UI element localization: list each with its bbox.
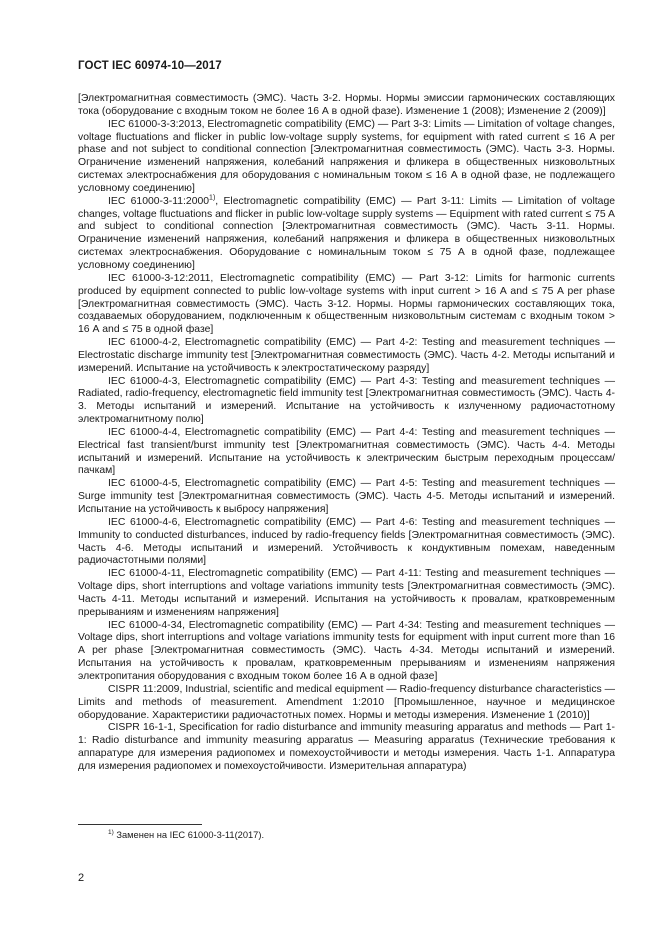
paragraph-12: CISPR 16-1-1, Specification for radio disturbance and immunity measuring apparatus and methods — Part 1-1: Radio disturbance and immunity measuring apparatus — Measuring apparatus (Технические требования к аппаратуре для измерения радиопомех и помехоустойчивости и методы измерения. Часть 1-1. Аппаратура для измерения радиопомех и помехоустойчивости. Измерительная аппаратура) bbox=[78, 722, 615, 772]
paragraph-3: IEC 61000-3-12:2011, Electromagnetic compatibility (EMC) — Part 3-12: Limits for harmonic currents produced by equipment connected to public low-voltage systems with input current > 16 A and ≤ 75 A per phase [Электромагнитная совместимость (ЭМС). Часть 3-12. Нормы. Нормы гармонических составляющих тока, создаваемых оборудованием, подключенным к общественным низковольтным системам с входным током > 16 А and ≤ 75 в одной фазе] bbox=[78, 272, 615, 336]
page-number: 2 bbox=[78, 872, 85, 884]
paragraph-5: IEC 61000-4-3, Electromagnetic compatibility (EMC) — Part 4-3: Testing and measurement techniques — Radiated, radio-frequency, electromagnetic field immunity test [Электромагнитная совместимость (ЭМС). Часть 4-3. Методы испытаний и измерений. Испытание на устойчивость к излученному радиочастотному электромагнитному полю] bbox=[78, 375, 615, 426]
paragraph-6: IEC 61000-4-4, Electromagnetic compatibility (EMC) — Part 4-4: Testing and measurement techniques — Electrical fast transient/burst immunity test [Электромагнитная совместимость (ЭМС). Часть 4-4. Методы испытаний и измерений. Испытание на устойчивость к электрическим быстрым переходным процессам/пачкам] bbox=[78, 426, 615, 477]
paragraph-7: IEC 61000-4-5, Electromagnetic compatibility (EMC) — Part 4-5: Testing and measurement techniques — Surge immunity test [Электромагнитная совместимость (ЭМС). Часть 4-5. Методы испытаний и измерений. Испытание на устойчивость к выбросу напряжения] bbox=[78, 478, 615, 515]
footnote-ref: 1) bbox=[209, 194, 216, 202]
paragraph-11: CISPR 11:2009, Industrial, scientific and medical equipment — Radio-frequency disturbance characteristics — Limits and methods of measurement. Amendment 1:2010 [Промышленное, научное и медицинское оборудование. Характеристики радиочастотных помех. Нормы и методы измерения. Изменение 1 (2010)] bbox=[78, 683, 615, 721]
footnote bbox=[108, 829, 264, 841]
paragraph-0: [Электромагнитная совместимость (ЭМС). Часть 3-2. Нормы. Нормы эмиссии гармонических составляющих тока (оборудование с входным током не более 16 А в одной фазе). Изменение 1 (2008); Изменение 2 (2009)] bbox=[78, 93, 615, 117]
paragraph-8: IEC 61000-4-6, Electromagnetic compatibility (EMC) — Part 4-6: Testing and measurement techniques — Immunity to conducted disturbances, induced by radio-frequency fields [Электромагнитная совместимость (ЭМС). Часть 4-6. Методы испытаний и измерений. Устойчивость к кондуктивным помехам, наведенным радиочастотными полями] bbox=[78, 516, 615, 567]
paragraph-4: IEC 61000-4-2, Electromagnetic compatibility (EMC) — Part 4-2: Testing and measurement techniques — Electrostatic discharge immunity test [Электромагнитная совместимость (ЭМС). Часть 4-2. Методы испытаний и измерений. Испытание на устойчивость к электростатическому разряду] bbox=[78, 337, 615, 374]
document-header: ГОСТ IEC 60974-10—2017 bbox=[78, 60, 222, 72]
paragraph-2-end: , Electromagnetic compatibility (EMC) — Part 3-11: Limits — Limitation of voltage changes, voltage fluctuations and flicker in public low-voltage supply systems — Equipment with rated current ≤ 75 A and subject to conditional connection [Электромагнитная совместимость (ЭМС). Часть 3-11. Нормы. Ограничение изменений напряжения, колебаний напряжения и фликера в общественных низковольтных системах электроснабжения. Оборудование с номинальным током ≤ 75 А в одной фазе, подлежащее условному соединению] bbox=[78, 195, 615, 271]
paragraph-10: IEC 61000-4-34, Electromagnetic compatibility (EMC) — Part 4-34: Testing and measurement techniques — Voltage dips, short interruptions and voltage variations immunity tests for equipment with input current more than 16 A per phase [Электромагнитная совместимость (ЭМС). Часть 4-34. Методы испытаний и измерений. Испытания на устойчивость к провалам, кратковременным прерываниям и изменениям напряжения электропитания оборудования с входным током более 16 А в одной фазе] bbox=[78, 619, 615, 682]
footnote-mark: 1) bbox=[108, 828, 114, 836]
footnote-text: Заменен на IEC 61000-3-11(2017). bbox=[113, 830, 265, 840]
document-body bbox=[78, 93, 615, 774]
paragraph-1: IEC 61000-3-3:2013, Electromagnetic compatibility (EMC) — Part 3-3: Limits — Limitation of voltage changes, voltage fluctuations and flicker in public low-voltage supply systems, for equipment with rated current ≤ 16 A per phase and not subject to conditional connection [Электромагнитная совместимость (ЭМС). Часть 3-3. Нормы. Ограничение изменений напряжения, колебаний напряжения и фликера в общественных низковольтных системах электроснабжения для оборудования с номинальным током ≤ 16 А в одной фазе, не подлежащего условному соединению] bbox=[78, 118, 615, 194]
paragraph-9: IEC 61000-4-11, Electromagnetic compatibility (EMC) — Part 4-11: Testing and measurement techniques — Voltage dips, short interruptions and voltage variations immunity tests [Электромагнитная совместимость (ЭМС). Часть 4-11. Методы испытаний и измерений. Испытания на устойчивость к провалам, кратковременным прерываниям и изменениям напряжения] bbox=[78, 568, 615, 618]
paragraph-2-start: IEC 61000-3-11:2000 bbox=[108, 195, 210, 207]
paragraph-2 bbox=[78, 196, 615, 273]
footnote-divider bbox=[78, 824, 202, 825]
